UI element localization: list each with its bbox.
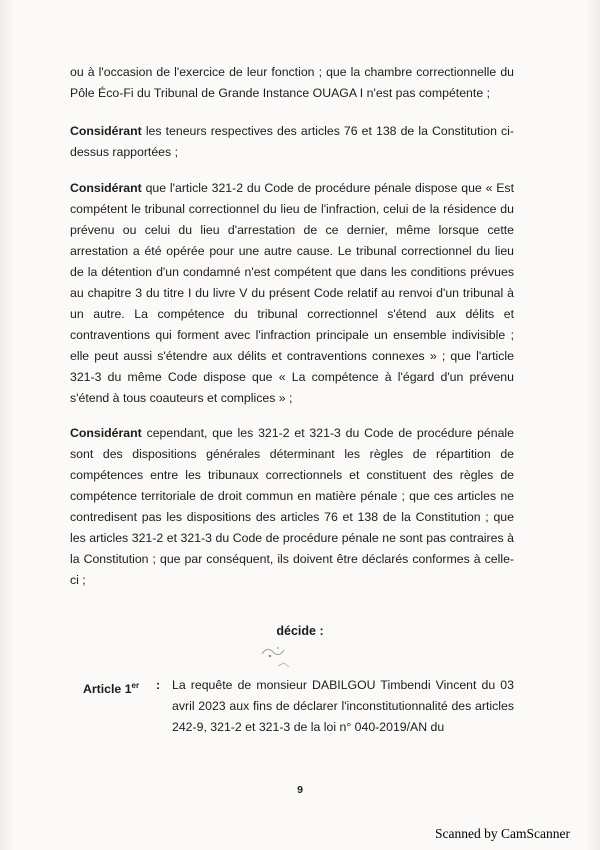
scan-speck-icon — [276, 660, 292, 670]
scan-smudge-icon — [258, 642, 288, 662]
paragraph-text: les teneurs respectives des articles 76 et 138 de la Constitution ci-dessus rapportées ; — [70, 124, 514, 159]
decision-heading: décide : — [276, 624, 324, 638]
considerant-lead: Considérant — [70, 181, 142, 195]
article-colon: : — [156, 678, 161, 692]
considerant-lead: Considérant — [70, 124, 142, 138]
considerant-lead: Considérant — [70, 426, 142, 440]
paragraph-text: que l'article 321-2 du Code de procédure pénale dispose que « Est compétent le tribunal correctionnel du lieu de l'infraction, celui de la résidence du prévenu ou celui du lieu d'arrestation de ce dernier, même lorsque cette arrestation a été opérée pour une autre cause. Le tribunal correctionnel du lieu de la détention d'un condamné n'est compétent que dans les conditions prévues au chapitre 3 du titre I du livre V du présent Code relatif au renvoi d'un tribunal à un autre. La compétence du tribunal correctionnel s'étend aux délits et contraventions qui forment avec l'infraction principale un ensemble indivisible ; elle peut aussi s'étendre aux délits et contraventions connexes » ; que l'article 321-3 du même Code dispose que « La compétence à l'égard d'un prévenu s'étend à tous coauteurs et complices » ; — [70, 181, 514, 405]
page-number: 9 — [297, 784, 303, 796]
document-body — [70, 62, 514, 605]
article-label: Article 1er — [83, 681, 140, 696]
paragraph-text: cependant, que les 321-2 et 321-3 du Code de procédure pénale sont des dispositions générales déterminant les règles de répartition de compétences entre les tribunaux correctionnels et constituent des règles de compétence territoriale de droit commun en matière pénale ; que ces articles ne contredisent pas les dispositions des articles 76 et 138 de la Constitution ; que les articles 321-2 et 321-3 du Code de procédure pénale ne sont pas contraires à la Constitution ; que par conséquent, ils doivent être déclarés conformes à celle-ci ; — [70, 426, 514, 587]
considerant-paragraph — [70, 423, 514, 591]
considerant-paragraph — [70, 178, 514, 409]
scanner-watermark: Scanned by CamScanner — [435, 826, 570, 841]
article-text: La requête de monsieur DABILGOU Timbendi Vincent du 03 avril 2023 aux fins de déclarer l'inconstitutionnalité des articles 242-9, 321-2 et 321-3 de la loi n° 040-2019/AN du — [172, 678, 514, 734]
considerant-paragraph — [70, 121, 514, 163]
paragraph-continuation: ou à l'occasion de l'exercice de leur fonction ; que la chambre correctionnelle du Pôle Éco-Fi du Tribunal de Grande Instance OUAGA I n'est pas compétente ; — [70, 65, 514, 100]
